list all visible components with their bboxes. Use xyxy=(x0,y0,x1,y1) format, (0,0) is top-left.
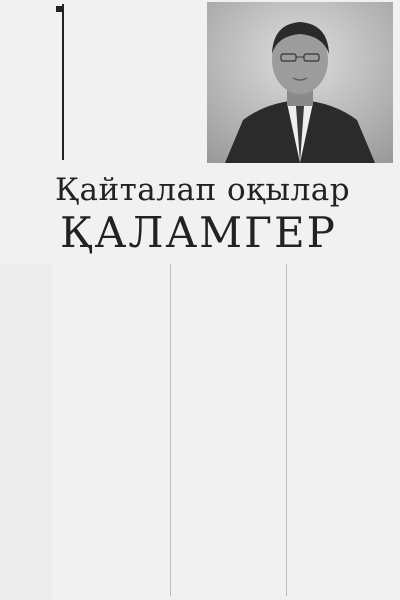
left-margin xyxy=(0,264,52,600)
article-column-1 xyxy=(60,264,164,596)
headline-block xyxy=(0,168,400,260)
article-column-3 xyxy=(286,264,396,596)
top-section xyxy=(0,0,400,168)
headline-title: ҚАЛАМГЕР xyxy=(60,208,337,257)
article-column-2 xyxy=(170,264,280,596)
author-portrait-photo xyxy=(207,2,393,163)
headline-kicker: Қайталап оқылар xyxy=(55,172,351,208)
portrait-illustration xyxy=(207,2,393,163)
article-columns xyxy=(60,264,396,596)
lead-paragraph xyxy=(62,4,212,160)
